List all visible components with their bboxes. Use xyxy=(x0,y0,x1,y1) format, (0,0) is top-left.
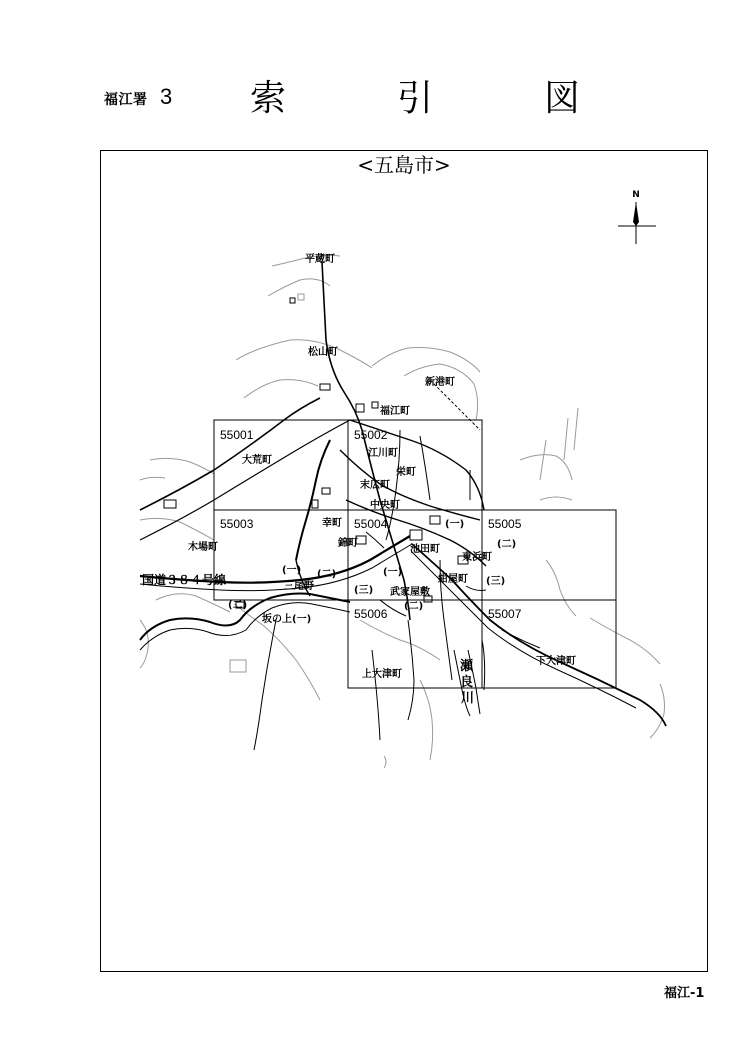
place-label: 平蔵町 xyxy=(305,254,335,265)
place-label: 池田町 xyxy=(410,544,440,555)
place-label: 福江町 xyxy=(380,406,410,417)
place-label: 武家屋敷 xyxy=(390,587,430,598)
sub-label: (三) xyxy=(354,585,374,596)
sub-label: (二) xyxy=(228,600,248,611)
sub-label: (二) xyxy=(497,539,517,550)
place-label: 大荒町 xyxy=(242,455,272,466)
sub-label: (二) xyxy=(404,601,424,612)
river-label-2: 良 xyxy=(460,675,474,690)
sub-label: (三) xyxy=(486,576,506,587)
title-char-3: 図 xyxy=(543,78,580,119)
roads xyxy=(140,262,666,750)
grid-id-55001: 55001 xyxy=(220,428,254,442)
sub-label: (一) xyxy=(282,565,302,576)
place-label: 栄町 xyxy=(396,467,416,478)
grid-id-55006: 55006 xyxy=(354,607,388,621)
place-label: 東浜町 xyxy=(462,552,492,563)
river-label-3: 川 xyxy=(461,691,475,706)
river-label-1: 瀬 xyxy=(460,659,474,674)
place-label: 木場町 xyxy=(188,542,218,553)
grid-id-55005: 55005 xyxy=(488,517,522,531)
city-label: <五島市> xyxy=(357,153,451,177)
place-label: 江川町 xyxy=(368,448,398,459)
title-char-1: 索 xyxy=(250,78,287,119)
place-label: 上大津町 xyxy=(362,669,402,680)
place-label: 三尾野 xyxy=(284,581,314,592)
sheet-number: 3 xyxy=(160,84,173,109)
page-code: 福江-1 xyxy=(664,986,705,1001)
coastline xyxy=(140,255,665,768)
sub-label: (一) xyxy=(383,567,403,578)
place-label: 新港町 xyxy=(425,377,455,388)
place-label: 松山町 xyxy=(308,347,338,358)
place-label: 紺屋町 xyxy=(438,574,468,585)
north-arrow-icon xyxy=(618,190,656,244)
place-label: 下大津町 xyxy=(536,656,576,667)
buildings xyxy=(164,298,468,608)
place-label: 錦町 xyxy=(338,538,358,549)
place-label: 幸町 xyxy=(322,518,342,529)
title-char-2: 引 xyxy=(396,78,433,119)
route-label: 国道３８４号線 xyxy=(142,573,227,587)
north-label: N xyxy=(632,190,640,200)
place-label: 坂の上(一) xyxy=(262,614,312,625)
grid-id-55007: 55007 xyxy=(488,607,522,621)
grid-id-55003: 55003 xyxy=(220,517,254,531)
place-label: 中央町 xyxy=(370,500,400,511)
sub-label: (二) xyxy=(317,569,337,580)
office-label: 福江署 xyxy=(104,92,148,108)
sub-label: (一) xyxy=(445,519,465,530)
grid-id-55004: 55004 xyxy=(354,517,388,531)
grid-id-55002: 55002 xyxy=(354,428,388,442)
place-label: 末広町 xyxy=(360,480,390,491)
